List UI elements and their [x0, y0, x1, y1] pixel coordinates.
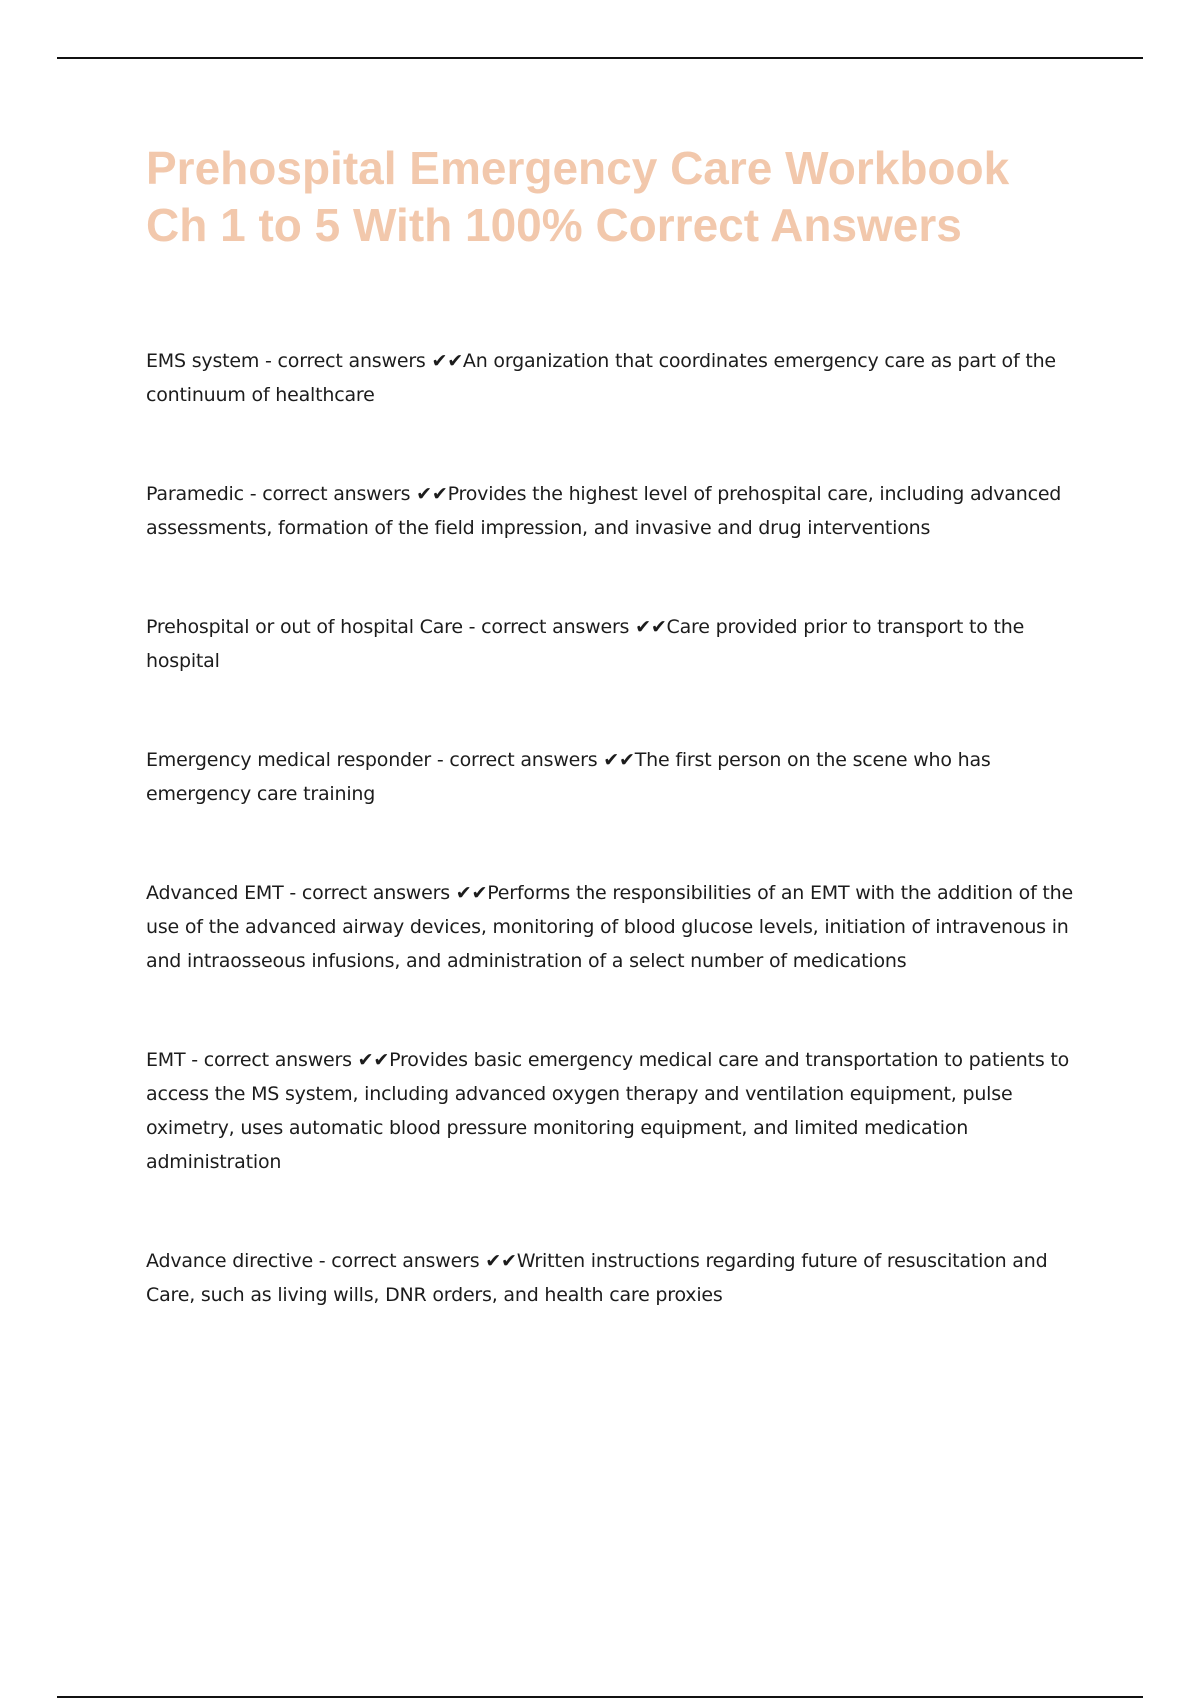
entry-definition: Provides the highest level of prehospital care, including advanced assessments, formation of the field impression, and invasive and drug interventions [146, 483, 1062, 539]
entry-term: Emergency medical responder [146, 749, 432, 771]
entry-definition: Provides basic emergency medical care and transportation to patients to access the MS system, including advanced oxygen therapy and ventilation equipment, pulse oximetry, uses automatic blood pressure monitoring equipment, and limited medication administration [146, 1049, 1070, 1173]
entry-separator: - correct answers ✔✔ [259, 350, 463, 372]
entry-separator: - correct answers ✔✔ [185, 1049, 390, 1071]
entry-definition: The first person on the scene who has emergency care training [146, 749, 991, 805]
qa-entry-ems-system [146, 344, 1096, 412]
title-line-2: Ch 1 to 5 With 100% Correct Answers [146, 199, 962, 251]
entry-definition: An organization that coordinates emergency care as part of the continuum of healthcare [146, 350, 1056, 406]
qa-entry-paramedic [146, 477, 1096, 545]
entry-term: EMT [146, 1049, 186, 1071]
document-body [146, 140, 1096, 1377]
entry-separator: - correct answers ✔✔ [431, 749, 635, 771]
qa-list [146, 344, 1096, 1312]
entry-separator: - correct answers ✔✔ [462, 616, 667, 638]
entry-term: Prehospital or out of hospital Care [146, 616, 463, 638]
entry-term: Advanced EMT [146, 882, 284, 904]
qa-entry-advanced-emt [146, 876, 1096, 978]
entry-term: EMS system [146, 350, 260, 372]
qa-entry-emergency-medical-responder [146, 743, 1096, 811]
top-rule [57, 57, 1143, 59]
entry-definition: Written instructions regarding future of resuscitation and Care, such as living wills, DNR orders, and health care proxies [146, 1250, 1048, 1306]
entry-definition: Care provided prior to transport to the hospital [146, 616, 1025, 672]
entry-separator: - correct answers ✔✔ [312, 1250, 517, 1272]
entry-separator: - correct answers ✔✔ [283, 882, 488, 904]
entry-definition: Performs the responsibilities of an EMT with the addition of the use of the advanced airway devices, monitoring of blood glucose levels, initiation of intravenous in and intraosseous infusions, and administration of a select number of medications [146, 882, 1074, 972]
qa-entry-advance-directive [146, 1244, 1096, 1312]
qa-entry-prehospital-care [146, 610, 1096, 678]
entry-term: Advance directive [146, 1250, 313, 1272]
title-line-1: Prehospital Emergency Care Workbook [146, 142, 1010, 194]
entry-separator: - correct answers ✔✔ [243, 483, 448, 505]
document-title [146, 140, 1096, 254]
bottom-rule [57, 1696, 1143, 1698]
entry-term: Paramedic [146, 483, 244, 505]
qa-entry-emt [146, 1043, 1096, 1179]
